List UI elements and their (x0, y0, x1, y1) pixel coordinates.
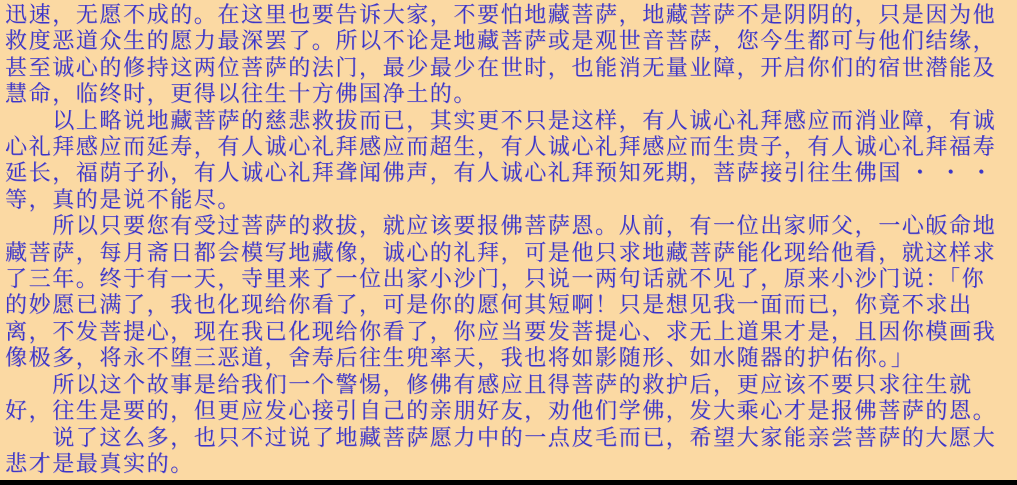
text-line-18: 悲才是最真实的。 (5, 450, 194, 476)
body-text (5, 2, 1015, 477)
text-line-8: 等，真的是说不能尽。 (5, 186, 242, 212)
text-line-10: 藏菩萨，每月斋日都会模写地藏像，诚心的礼拜，可是他只求地藏菩萨能化现给他看，就这样求 (5, 239, 997, 265)
text-line-11: 了三年。终于有一天，寺里来了一位出家小沙门，只说一两句话就不见了，原来小沙门说：「你 (5, 266, 986, 292)
text-line-7: 延长，福荫子孙，有人诚心礼拜聋闻佛声，有人诚心礼拜预知死期，菩萨接引往生佛国 ・ ・ ・ (5, 160, 994, 186)
text-line-1: 迅速，无愿不成的。在这里也要告诉大家，不要怕地藏菩萨，地藏菩萨不是阴阴的，只是因为他 (5, 2, 997, 27)
text-line-17: 说了这么多，也只不过说了地藏菩萨愿力中的一点皮毛而已，希望大家能亲尝菩萨的大愿大 (5, 424, 997, 450)
text-line-15: 所以这个故事是给我们一个警惕，修佛有感应且得菩萨的救护后，更应该不要只求往生就 (5, 371, 973, 397)
text-line-14: 像极多，将永不堕三恶道，舍寿后往生兜率天，我也将如影随形、如水随器的护佑你。」 (5, 345, 915, 371)
text-line-9: 所以只要您有受过菩萨的救拔，就应该要报佛菩萨恩。从前，有一位出家师父，一心皈命地 (5, 213, 997, 239)
bottom-border-bar (0, 480, 1017, 485)
text-line-6: 心礼拜感应而延寿，有人诚心礼拜感应而超生，有人诚心礼拜感应而生贵子，有人诚心礼拜福寿 (5, 134, 997, 160)
text-line-4: 慧命，临终时，更得以往生十方佛国净土的。 (5, 81, 478, 107)
text-line-12: 的妙愿已满了，我也化现给你看了，可是你的愿何其短啊！只是想见我一面而已，你竟不求出 (5, 292, 973, 318)
text-line-3: 甚至诚心的修持这两位菩萨的法门，最少最少在世时，也能消无量业障，开启你们的宿世潜能及 (5, 54, 997, 80)
text-line-16: 好，往生是要的，但更应发心接引自己的亲朋好友，劝他们学佛，发大乘心才是报佛菩萨的恩。 (5, 398, 997, 424)
text-line-5: 以上略说地藏菩萨的慈悲救拔而已，其实更不只是这样，有人诚心礼拜感应而消业障，有诚 (5, 107, 997, 133)
text-line-13: 离，不发菩提心，现在我已化现给你看了，你应当要发菩提心、求无上道果才是，且因你模画我 (5, 318, 997, 344)
text-line-2: 救度恶道众生的愿力最深罢了。所以不论是地藏菩萨或是观世音菩萨，您今生都可与他们结缘， (5, 28, 997, 54)
